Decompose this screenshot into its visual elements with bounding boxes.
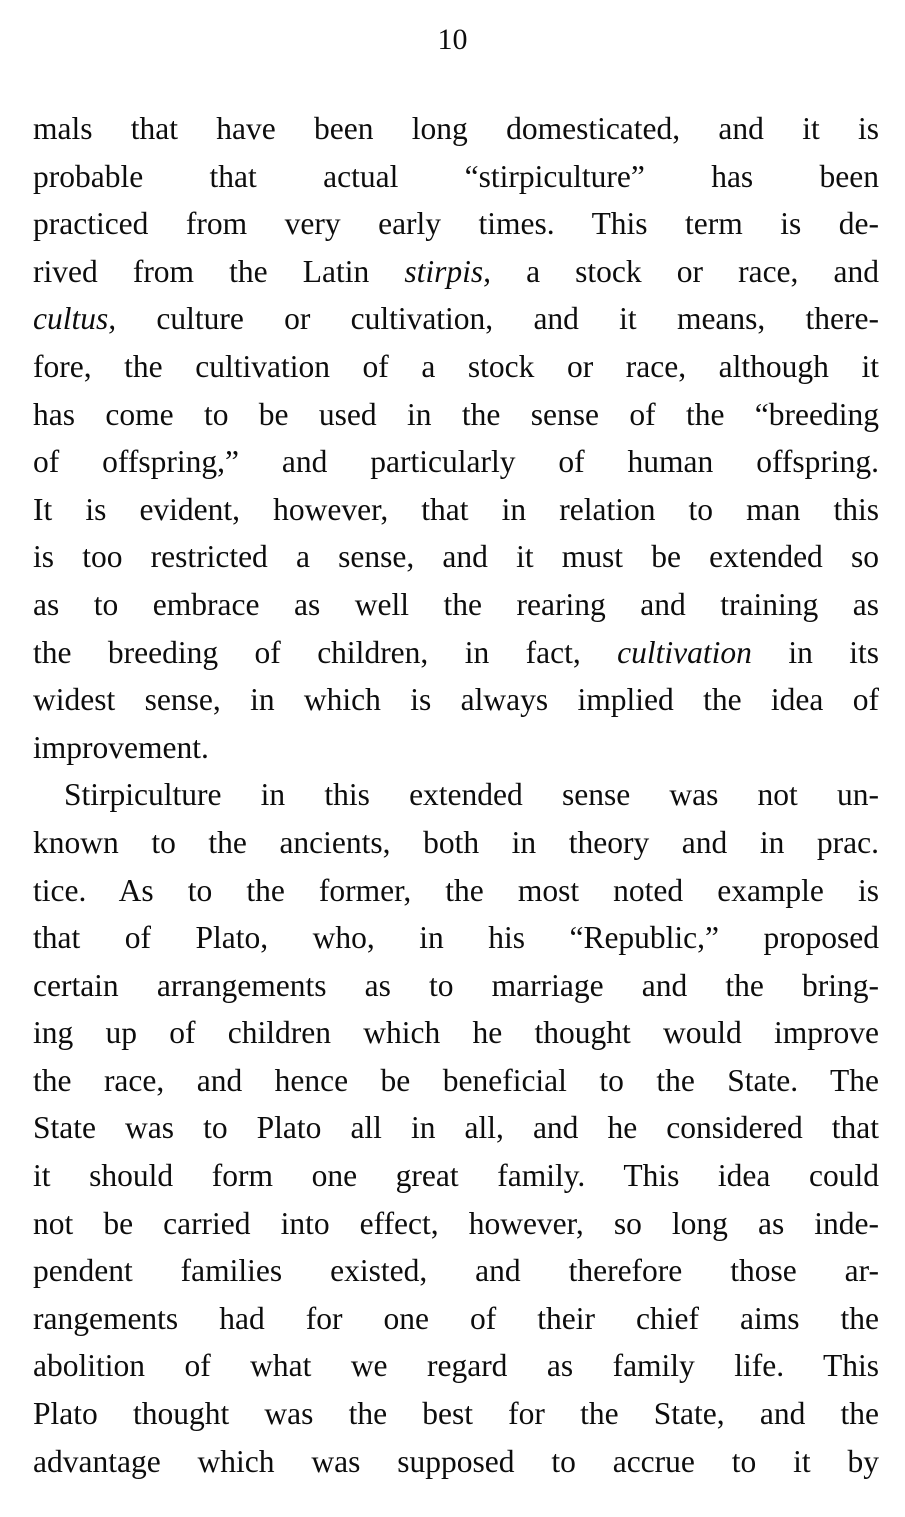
text-line: It is evident, however, that in relation to man this <box>33 491 879 527</box>
text-line: tice. As to the former, the most noted example is <box>33 872 879 908</box>
text-line: as to embrace as well the rearing and training as <box>33 586 879 622</box>
text-line: it should form one great family. This idea could <box>33 1158 879 1194</box>
text-line: rived from the Latin stirpis, a stock or race, and <box>33 253 879 289</box>
text-line: rangements had for one of their chief aims the <box>33 1300 879 1336</box>
text-line: the breeding of children, in fact, cultivation in its <box>33 634 879 670</box>
text-line: State was to Plato all in all, and he considered that <box>33 1110 879 1146</box>
text-line: Plato thought was the best for the State, and the <box>33 1396 879 1432</box>
text-line: pendent families existed, and therefore those ar- <box>33 1253 879 1289</box>
text-line: widest sense, in which is always implied the idea of <box>33 682 879 718</box>
text-line: advantage which was supposed to accrue to it by <box>33 1443 879 1479</box>
text-line: cultus, culture or cultivation, and it means, there- <box>33 301 879 337</box>
page-number: 10 <box>437 23 468 56</box>
text-line: is too restricted a sense, and it must be extended so <box>33 539 879 575</box>
text-line: probable that actual “stirpiculture” has been <box>33 158 879 194</box>
text-line: certain arrangements as to marriage and the bring- <box>33 967 879 1003</box>
text-line: Stirpiculture in this extended sense was not un- <box>64 777 879 813</box>
text-line: improvement. <box>33 729 209 765</box>
text-line: ing up of children which he thought would improve <box>33 1015 879 1051</box>
text-line: abolition of what we regard as family life. This <box>33 1348 879 1384</box>
body-text <box>33 105 879 1485</box>
text-line: mals that have been long domesticated, and it is <box>33 111 879 146</box>
text-line: the race, and hence be beneficial to the State. The <box>33 1062 879 1098</box>
text-line: has come to be used in the sense of the “breeding <box>33 396 879 432</box>
text-line: that of Plato, who, in his “Republic,” proposed <box>33 920 879 956</box>
text-line: fore, the cultivation of a stock or race, although it <box>33 348 879 384</box>
text-line: known to the ancients, both in theory and in prac. <box>33 824 879 860</box>
text-line: practiced from very early times. This term is de- <box>33 206 879 242</box>
text-line: of offspring,” and particularly of human offspring. <box>33 444 879 480</box>
text-line: not be carried into effect, however, so long as inde- <box>33 1205 879 1241</box>
